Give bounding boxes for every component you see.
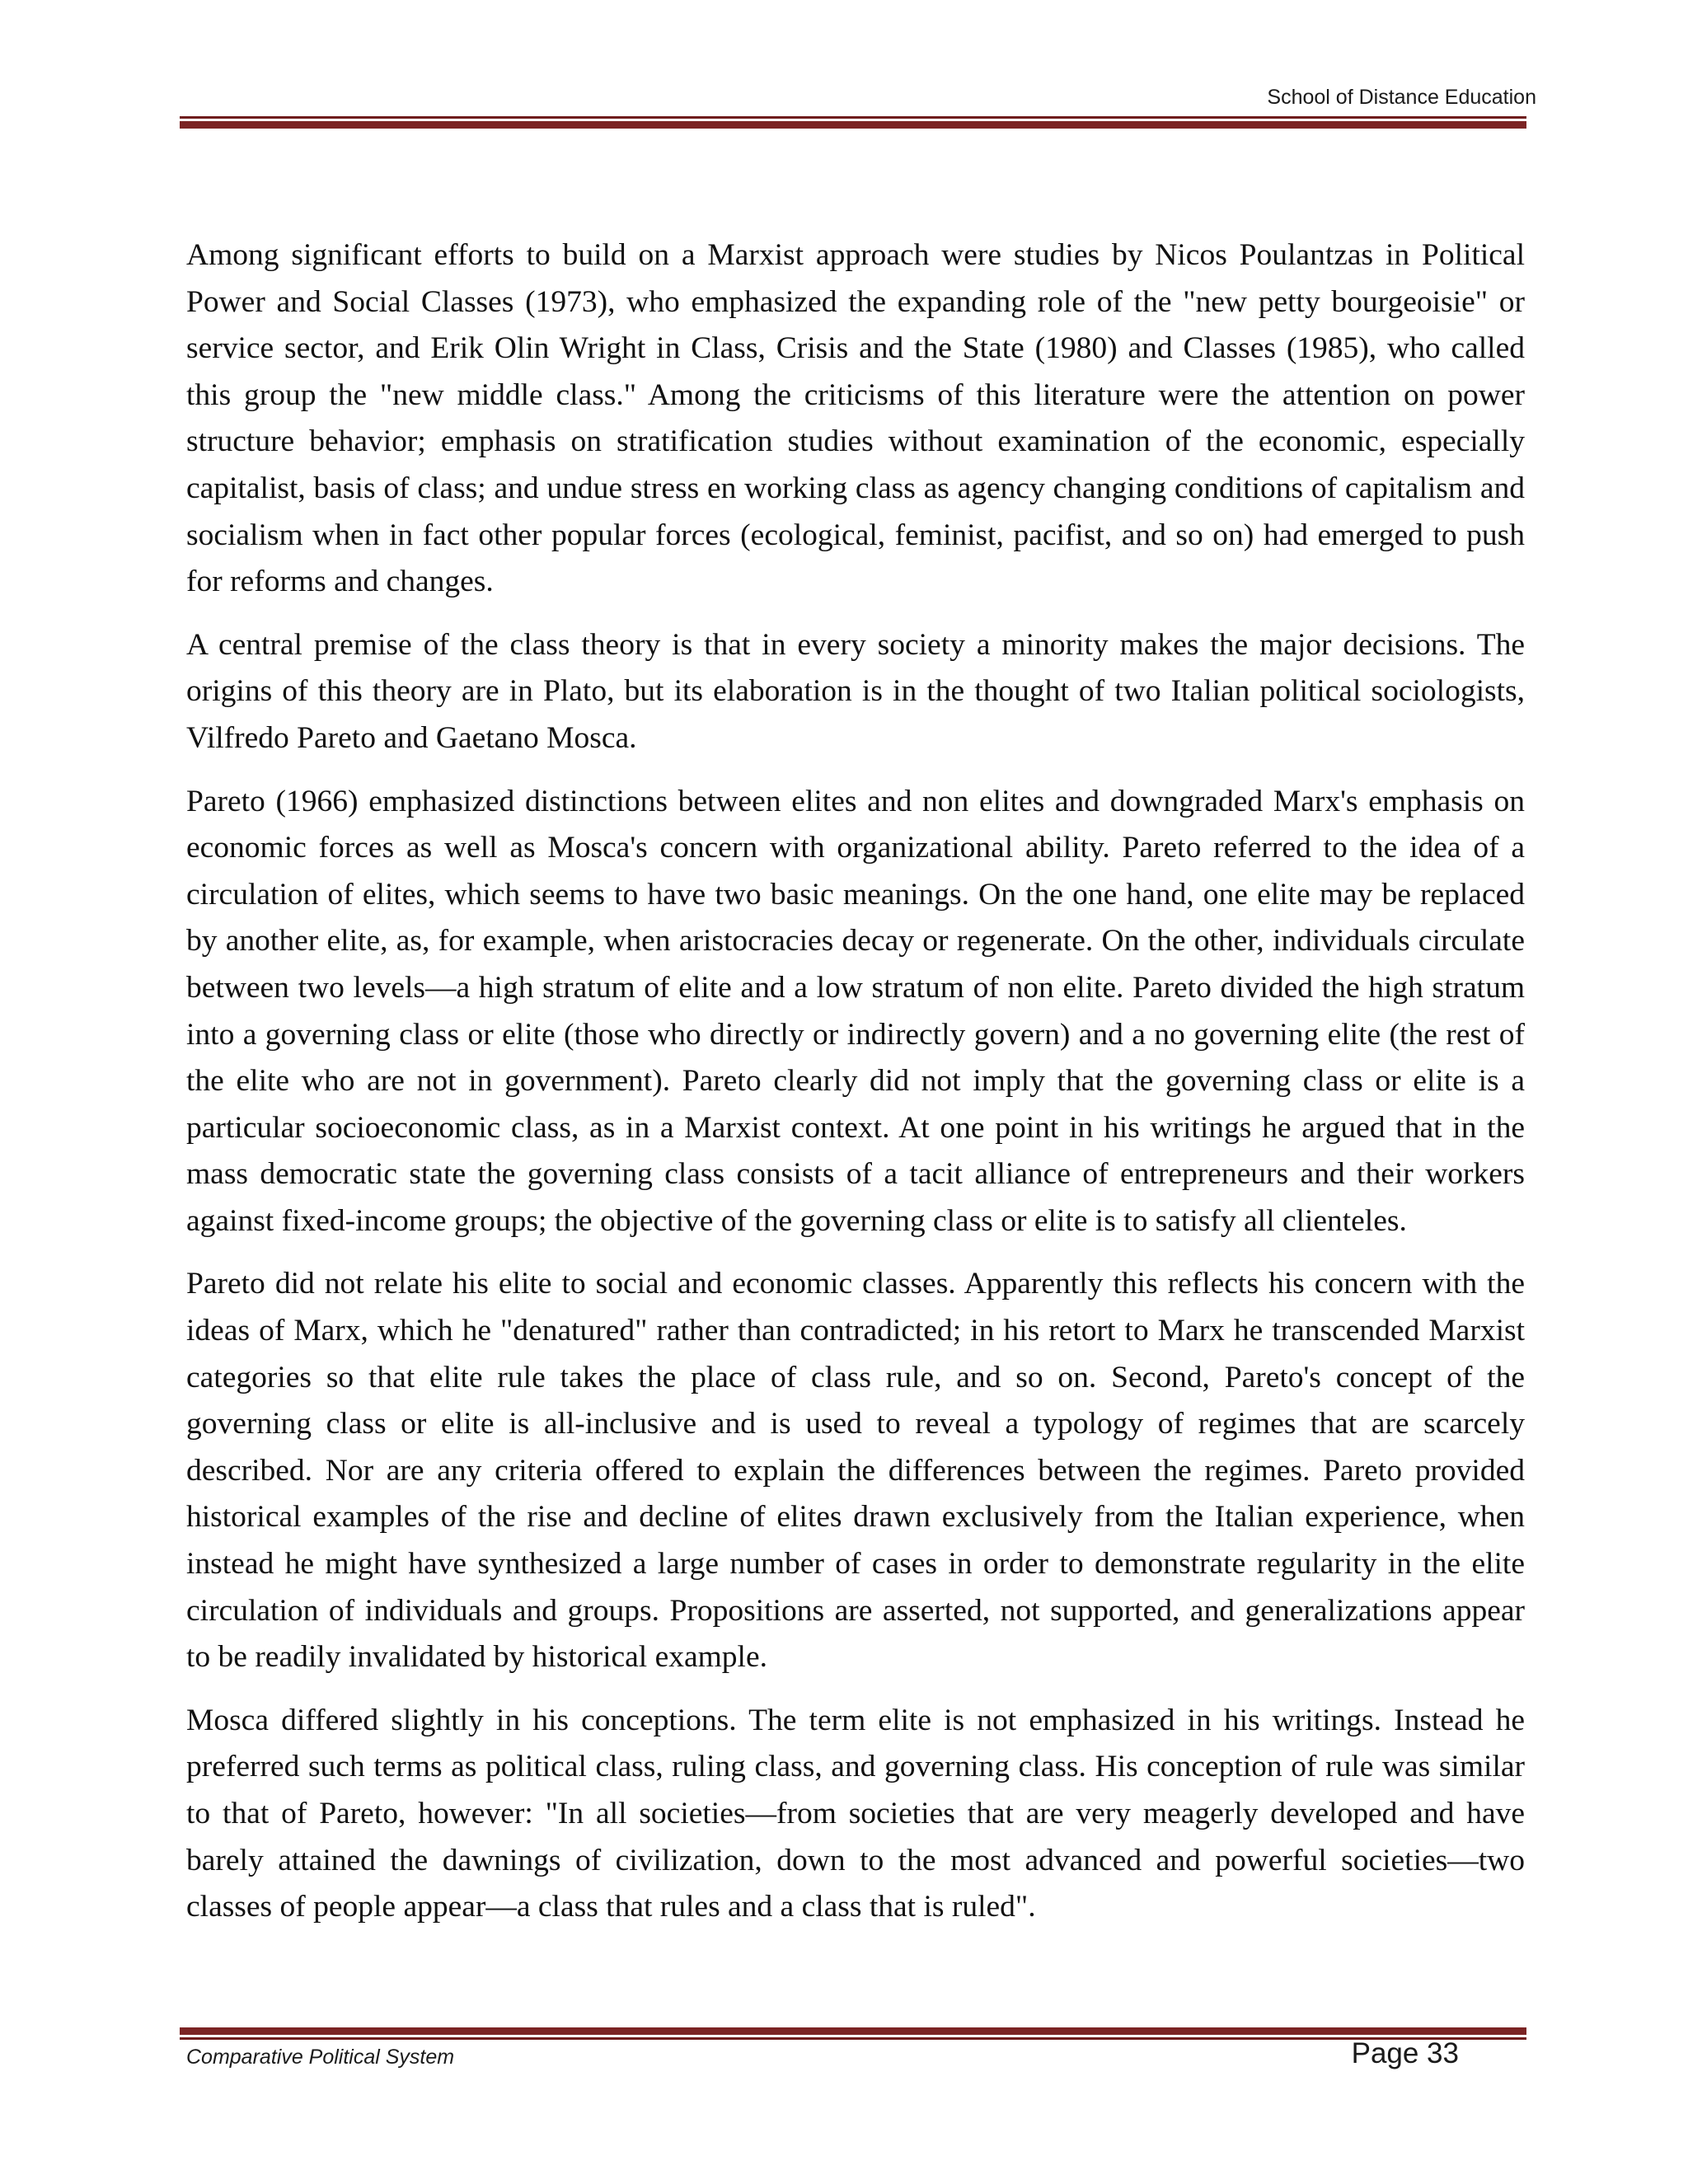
- paragraph: Among significant efforts to build on a Marxist approach were studies by Nicos Poulantzas in Political Power and Social Classes (1973), who emphasized the expanding role of the "new petty bourgeoisie" or service sector, and Erik Olin Wright in Class, Crisis and the State (1980) and Classes (1985), who called this group the "new middle class." Among the criticisms of this literature were the attention on power structure behavior; emphasis on stratification studies without examination of the economic, especially capitalist, basis of class; and undue stress en working class as agency changing conditions of capitalism and socialism when in fact other popular forces (ecological, feminist, pacifist, and so on) had emerged to push for reforms and changes.: [186, 238, 1525, 599]
- body-text: [186, 232, 1525, 1947]
- page-number: Page 33: [1351, 2037, 1459, 2069]
- paragraph: Pareto (1966) emphasized distinctions between elites and non elites and downgraded Marx's emphasis on economic forces as well as Mosca's concern with organizational ability. Pareto referred to the idea of a circulation of elites, which seems to have two basic meanings. On the one hand, one elite may be replaced by another elite, as, for example, when aristocracies decay or regenerate. On the other, individuals circulate between two levels—a high stratum of elite and a low stratum of non elite. Pareto divided the high stratum into a governing class or elite (those who directly or indirectly govern) and a no governing elite (the rest of the elite who are not in government). Pareto clearly did not imply that the governing class or elite is a particular socioeconomic class, as in a Marxist context. At one point in his writings he argued that in the mass democratic state the governing class consists of a tacit alliance of entrepreneurs and their workers against fixed-income groups; the objective of the governing class or elite is to satisfy all clienteles.: [186, 784, 1525, 1238]
- header-institution: School of Distance Education: [1267, 86, 1536, 109]
- header-rule: [180, 116, 1526, 129]
- paragraph: Mosca differed slightly in his conceptions. The term elite is not emphasized in his writings. Instead he preferred such terms as political class, ruling class, and governing class. His conception of rule was similar to that of Pareto, however: "In all societies—from societies that are very meagerly developed and have barely attained the dawnings of civilization, down to the most advanced and powerful societies—two classes of people appear—a class that rules and a class that is ruled".: [186, 1703, 1525, 1924]
- paragraph: Pareto did not relate his elite to social and economic classes. Apparently this reflects his concern with the ideas of Marx, which he "denatured" rather than contradicted; in his retort to Marx he transcended Marxist categories so that elite rule takes the place of class rule, and so on. Second, Pareto's concept of the governing class or elite is all-inclusive and is used to reveal a typology of regimes that are scarcely described. Nor are any criteria offered to explain the differences between the regimes. Pareto provided historical examples of the rise and decline of elites drawn exclusively from the Italian experience, when instead he might have synthesized a large number of cases in order to demonstrate regularity in the elite circulation of individuals and groups. Propositions are asserted, not supported, and generalizations appear to be readily invalidated by historical example.: [186, 1267, 1525, 1675]
- footer-rule: [180, 2027, 1526, 2040]
- footer-course-title: Comparative Political System: [186, 2046, 455, 2069]
- paragraph: A central premise of the class theory is that in every society a minority makes the major decisions. The origins of this theory are in Plato, but its elaboration is in the thought of two Italian political sociologists, Vilfredo Pareto and Gaetano Mosca.: [186, 627, 1525, 755]
